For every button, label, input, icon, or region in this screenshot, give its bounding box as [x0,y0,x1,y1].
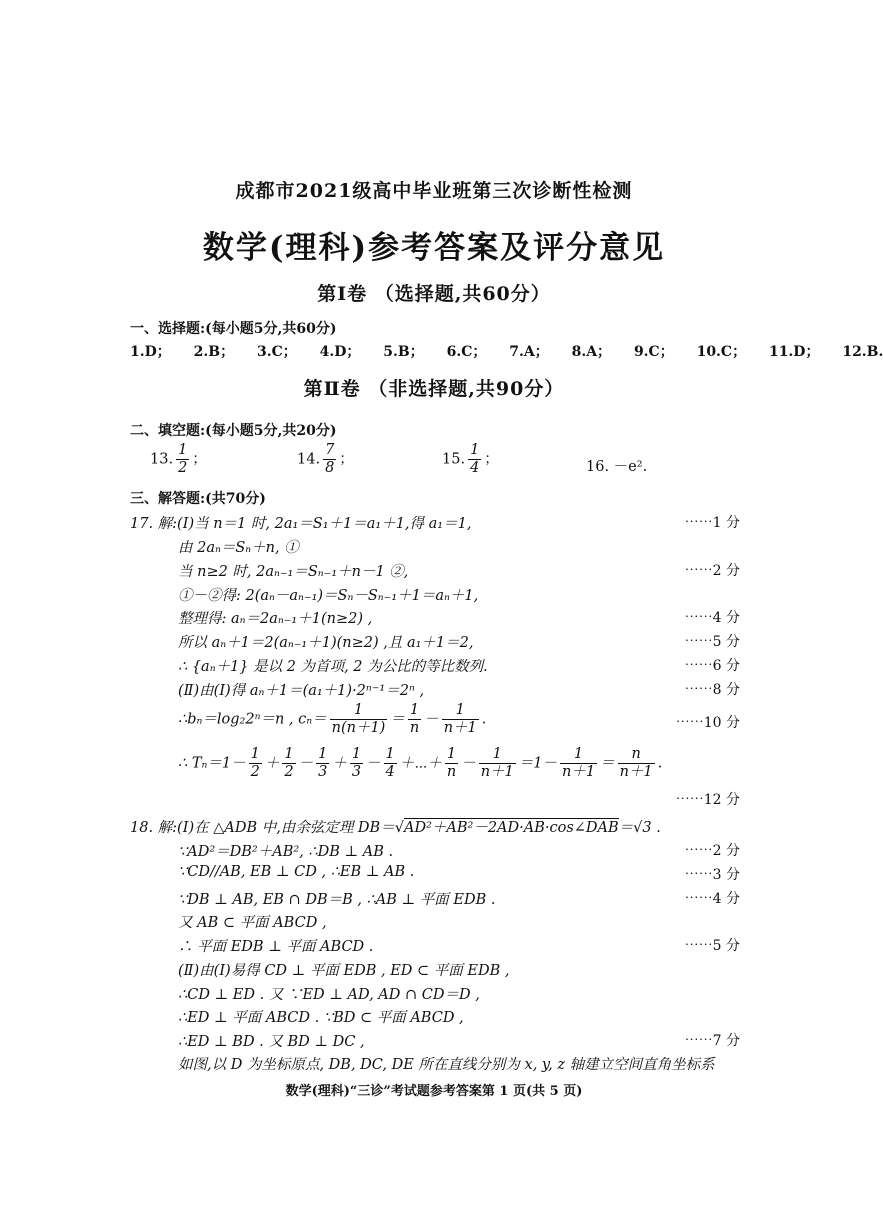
score-mark: ⋯⋯8 分 [684,682,740,698]
q18-line: ∴CD ⊥ ED . 又 ∵ED ⊥ AD, AD ∩ CD＝D , [178,987,480,1003]
answer-item: 8.A； [571,344,612,360]
score-mark: ⋯⋯10 分 [675,715,740,731]
score-mark: ⋯⋯5 分 [684,938,740,954]
score-mark: ⋯⋯3 分 [684,867,740,883]
fill-answer-14: 14. $\frac{7}{8}$ ； [297,442,354,476]
q18-line: (Ⅱ)由(Ⅰ)易得 CD ⊥ 平面 EDB , ED ⊂ 平面 EDB , [178,963,510,979]
answer-item: 2.B； [193,344,235,360]
score-mark: ⋯⋯2 分 [684,843,740,859]
q17-line: 由 2aₙ＝Sₙ＋n, ① [178,540,299,556]
q18-line: ∴ 平面 EDB ⊥ 平面 ABCD . [178,939,374,955]
part1-heading: 第Ⅰ卷 （选择题,共60分） [317,283,551,305]
answer-item: 6.C； [446,344,487,360]
q18-line: ∵CD//AB, EB ⊥ CD , ∴EB ⊥ AB . [178,864,415,880]
section2-title: 二、填空题:(每小题5分,共20分) [130,423,337,439]
q17-line: ∴ {aₙ＋1} 是以 2 为首项, 2 为公比的等比数列. [178,659,488,675]
q17-line: (Ⅱ)由(Ⅰ)得 aₙ＋1＝(a₁＋1)·2ⁿ⁻¹＝2ⁿ , [178,683,425,699]
q18-line: 如图,以 D 为坐标原点, DB, DC, DE 所在直线分别为 x, y, z 轴建立空间直角坐标系 [178,1057,715,1073]
score-mark: ⋯⋯6 分 [684,658,740,674]
q18-line: ∴ED ⊥ BD . 又 BD ⊥ DC , [178,1034,365,1050]
section1-title: 一、选择题:(每小题5分,共60分) [130,321,337,337]
choice-answers [130,341,883,361]
document-title: 数学(理科)参考答案及评分意见 [202,230,666,266]
fill-answer-13: 13. $\frac{1}{2}$ ； [150,442,207,476]
part2-heading: 第Ⅱ卷 （非选择题,共90分） [303,378,565,400]
answer-item: 12.B. [842,344,883,360]
q17-line: ①－②得: 2(aₙ－aₙ₋₁)＝Sₙ－Sₙ₋₁＋1＝aₙ＋1, [178,588,479,604]
q18-line: 又 AB ⊂ 平面 ABCD , [178,915,327,931]
q18-line: ∴ED ⊥ 平面 ABCD . ∵BD ⊂ 平面 ABCD , [178,1010,464,1026]
q18-line: ∵DB ⊥ AB, EB ∩ DB＝B , ∴AB ⊥ 平面 EDB . [178,892,496,908]
q17-line: 所以 aₙ＋1＝2(aₙ₋₁＋1)(n≥2) ,且 a₁＋1＝2, [178,635,474,651]
answer-item: 3.C； [256,344,297,360]
fill-answer-15: 15. $\frac{1}{4}$ ； [442,442,499,476]
score-mark: ⋯⋯2 分 [684,563,740,579]
q17-formula-t: ∴ Tₙ＝1－ $\frac{1}{2}$ ＋ $\frac{1}{2}$ － $\frac{1}{3}$ ＋ $\frac{1}{3}$ － $\frac{1}{4}$ ＋⋯＋ $\frac{1}{n}$ － $\frac{1}{n+1}$ ＝1－ $\frac{1}{n+1}$ ＝ $\frac{n}{n+1}$ . [178,746,663,780]
score-mark: ⋯⋯1 分 [684,515,740,531]
exam-title: 成都市2021级高中毕业班第三次诊断性检测 [235,180,633,202]
answer-item: 1.D； [130,344,171,360]
score-mark: ⋯⋯12 分 [675,792,740,808]
score-mark: ⋯⋯7 分 [684,1033,740,1049]
q17-line: 17. 解:(Ⅰ)当 n＝1 时, 2a₁＝S₁＋1＝a₁＋1,得 a₁＝1, [130,516,472,532]
page-footer: 数学(理科)“三诊”考试题参考答案第 1 页(共 5 页) [285,1084,583,1099]
score-mark: ⋯⋯4 分 [684,610,740,626]
q18-line: ∵AD²＝DB²＋AB², ∴DB ⊥ AB . [178,844,394,860]
score-mark: ⋯⋯5 分 [684,634,740,650]
answer-item: 4.D； [319,344,361,360]
answer-item: 11.D； [768,344,820,360]
q17-line: 整理得: aₙ＝2aₙ₋₁＋1(n≥2) , [178,611,373,627]
q18-line: 18. 解:(Ⅰ)在 △ADB 中,由余弦定理 DB＝√AD²＋AB²－2AD·AB·cos∠DAB＝√3 . [130,820,661,836]
score-mark: ⋯⋯4 分 [684,891,740,907]
answer-item: 10.C； [696,344,747,360]
answer-item: 5.B； [383,344,424,360]
section3-title: 三、解答题:(共70分) [130,491,266,507]
q17-formula-c: ∴bₙ＝log₂2ⁿ＝n , cₙ＝ $\frac{1}{n(n+1)}$ ＝ $\frac{1}{n}$ － $\frac{1}{n+1}$ . [178,702,487,736]
answer-item: 9.C； [633,344,674,360]
fill-answer-16: 16. －e². [586,459,648,475]
answer-item: 7.A； [509,344,549,360]
q17-line: 当 n≥2 时, 2aₙ₋₁＝Sₙ₋₁＋n－1 ②, [178,564,409,580]
